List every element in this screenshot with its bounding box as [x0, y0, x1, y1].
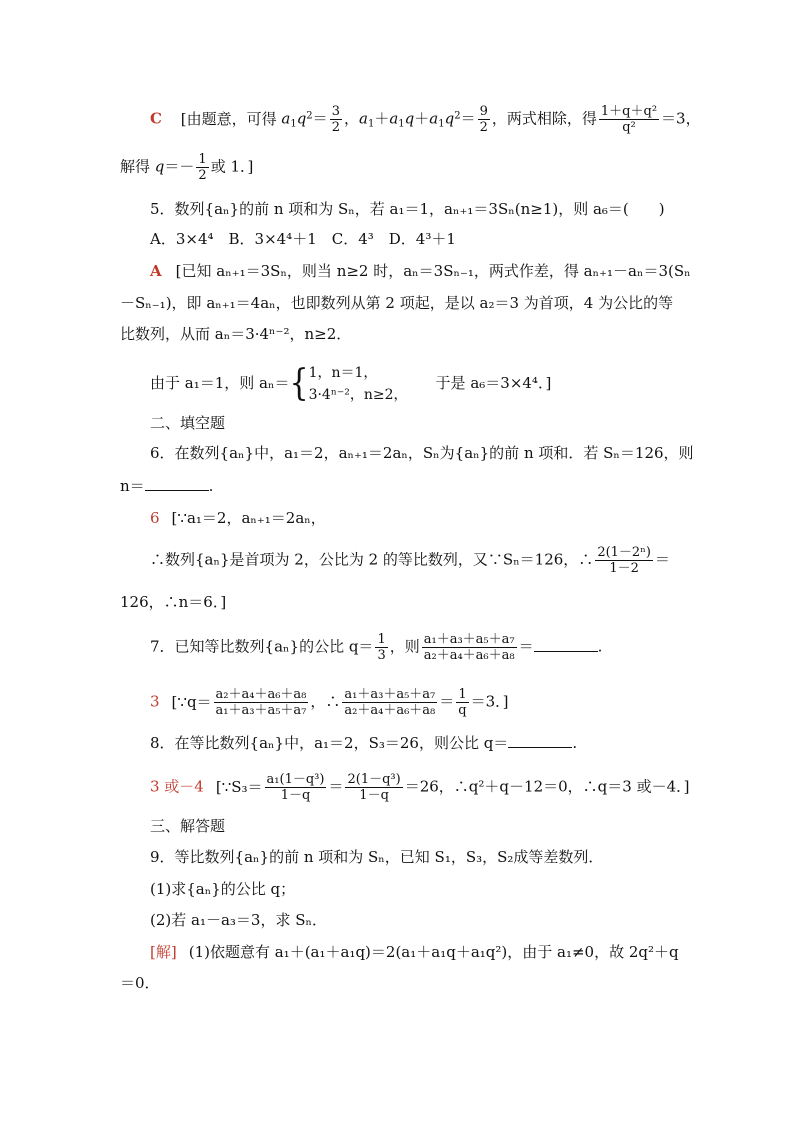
- section-title: 三、解答题: [150, 817, 226, 835]
- fraction: $\frac{\text{a₁(1－q³)}}{1-q}$: [266, 772, 325, 803]
- q6-stem1: 6．在数列{aₙ}中，a₁＝2，aₙ₊₁＝2aₙ，Sₙ为{aₙ}的前 n 项和．若 Sₙ＝126，则: [150, 444, 694, 462]
- q6-sol3: 126，∴n＝6．]: [120, 593, 227, 611]
- section-title: 二、填空题: [150, 414, 226, 432]
- q7-answer: 3: [150, 692, 160, 711]
- q6-answer: 6: [150, 509, 160, 527]
- q5-sol-line1: A [已知 aₙ₊₁＝3Sₙ，则当 n≥2 时，aₙ＝3Sₙ₋₁，两式作差，得 aₙ₊₁－aₙ＝3(Sₙ: [150, 262, 691, 280]
- q4-line2: 解得 q＝－ $\frac{1}{2}$ 或 1．]: [120, 152, 254, 183]
- q9-sol2: ＝0．: [120, 974, 160, 992]
- q8-sol: 3 或－4 [∵S₃＝ $\frac{\text{a₁(1－q³)}}{1-q}$ ＝ $\frac{\text{2(1－q³)}}{1-q}$ ＝26，∴q²＋q－12＝0，∴q＝3 或－4．]: [150, 772, 690, 803]
- q8-answer: 3 或－4: [150, 777, 204, 796]
- q5-stem: 5．数列{aₙ}的前 n 项和为 Sₙ，若 a₁＝1，aₙ₊₁＝3Sₙ(n≥1)，则 a₆＝( ): [150, 200, 665, 218]
- answer-blank: [534, 637, 598, 652]
- fraction: $\frac{\text{a₁＋a₃＋a₅＋a₇}}{\text{a₂＋a₄＋a₆＋a₈}}$: [423, 632, 515, 663]
- fraction: $\frac{\text{1＋q＋q²}}{\text{q²}}$: [600, 104, 658, 135]
- q4-line1: C [由题意，可得 $a_1q^2=$ $\frac{3}{2}$ ，$a_1+a_1q+a_1q^2=$ $\frac{9}{2}$ ，两式相除，得 $\frac{\text{1＋q＋q²}}{\text{q²}}$ ＝3，: [150, 104, 701, 135]
- q7-sol: 3 [∵q＝ $\frac{\text{a₂＋a₄＋a₆＋a₈}}{\text{a₁＋a₃＋a₅＋a₇}}$ ，∴ $\frac{\text{a₁＋a₃＋a₅＋a₇}}{\text{a₂＋a₄＋a₆＋a₈}}$ ＝ $\frac{1}{q}$ ＝3．]: [150, 687, 509, 718]
- q5-sol-line4: 由于 a₁＝1，则 aₙ＝{ 1，n＝1， 3·4ⁿ⁻²，n≥2， 于是 a₆＝3×4⁴．]: [150, 362, 552, 405]
- fraction: $\frac{1}{3}$: [377, 632, 386, 663]
- q8-stem: 8．在等比数列{aₙ}中，a₁＝2，S₃＝26，则公比 q＝ .: [150, 734, 578, 752]
- fraction: $\frac{9}{2}$: [479, 104, 488, 135]
- fraction: $\frac{3}{2}$: [331, 104, 340, 135]
- fraction: $\frac{1}{q}$: [458, 687, 467, 718]
- q9-sol1: [解] (1)依题意有 a₁＋(a₁＋a₁q)＝2(a₁＋a₁q＋a₁q²)，由于 a₁≠0，故 2q²＋q: [150, 943, 679, 961]
- q9-part1: (1)求{aₙ}的公比 q；: [150, 880, 296, 898]
- answer-blank: [508, 733, 572, 748]
- q6-stem2: n＝ .: [120, 477, 214, 495]
- piecewise-cases: 1，n＝1， 3·4ⁿ⁻²，n≥2，: [308, 365, 408, 403]
- answer-blank: [145, 476, 209, 491]
- q6-sol2: ∴数列{aₙ}是首项为 2，公比为 2 的等比数列，又∵Sₙ＝126，∴ $\frac{\text{2(1－2ⁿ)}}{1-2}$ ＝: [150, 545, 670, 576]
- q9-stem: 9．等比数列{aₙ}的前 n 项和为 Sₙ，已知 S₁，S₃，S₂成等差数列．: [150, 848, 604, 866]
- q6-sol1: 6 [∵a₁＝2，aₙ₊₁＝2aₙ，: [150, 509, 326, 527]
- fraction: $\frac{\text{a₂＋a₄＋a₆＋a₈}}{\text{a₁＋a₃＋a₅＋a₇}}$: [215, 687, 307, 718]
- q5-sol-line3: 比数列，从而 aₙ＝3·4ⁿ⁻²，n≥2．: [120, 325, 352, 343]
- q5-sol-line2: －Sₙ₋₁)，即 aₙ₊₁＝4aₙ，也即数列从第 2 项起，是以 a₂＝3 为首项，4 为公比的等: [120, 294, 674, 312]
- fraction: $\frac{\text{a₁＋a₃＋a₅＋a₇}}{\text{a₂＋a₄＋a₆＋a₈}}$: [344, 687, 436, 718]
- brace-icon: {: [289, 362, 309, 405]
- q5-options: A．3×4⁴ B．3×4⁴＋1 C．4³ D．4³＋1: [150, 230, 456, 248]
- q4-answer: C: [150, 109, 162, 128]
- q9-part2: (2)若 a₁－a₃＝3，求 Sₙ．: [150, 911, 328, 929]
- q7-stem: 7．已知等比数列{aₙ}的公比 q＝ $\frac{1}{3}$ ，则 $\frac{\text{a₁＋a₃＋a₅＋a₇}}{\text{a₂＋a₄＋a₆＋a₈}}$ ＝ .: [150, 632, 603, 663]
- fraction: $\frac{\text{2(1－q³)}}{1-q}$: [347, 772, 401, 803]
- fraction: $\frac{\text{2(1－2ⁿ)}}{1-2}$: [597, 545, 651, 576]
- fraction: $\frac{1}{2}$: [198, 152, 207, 183]
- q5-answer: A: [150, 262, 162, 280]
- solution-tag: [解]: [150, 943, 177, 961]
